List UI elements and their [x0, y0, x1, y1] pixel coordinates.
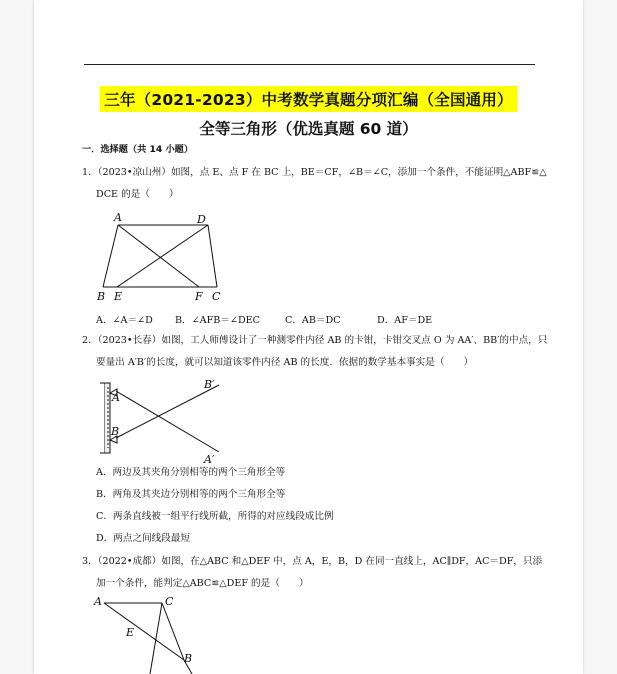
- q2-text-line2: 要量出 A′B′的长度，就可以知道该零件内径 AB 的长度．依据的数学基本事实是（ ）: [96, 357, 474, 368]
- q1-label-e: E: [114, 290, 123, 303]
- q2-option-c: C．两条直线被一组平行线所截，所得的对应线段成比例: [96, 511, 334, 522]
- page-title: 三年（2021-2023）中考数学真题分项汇编（全国通用）: [100, 86, 517, 112]
- q3-text-line1: 3．（2022•成都）如图，在△ABC 和△DEF 中，点 A，E，B，D 在同一直线上，AC∥DF，AC＝DF，只添: [82, 556, 543, 567]
- q3-text-line2: 加一个条件，能判定△ABC≌△DEF 的是（ ）: [96, 578, 309, 589]
- q2-option-b: B．两角及其夹边分别相等的两个三角形全等: [96, 489, 286, 500]
- q2-label-a-prime: A′: [204, 453, 215, 466]
- q1-option-a: A．∠A＝∠D: [96, 315, 153, 326]
- q1-option-d: D．AF＝DE: [377, 315, 433, 326]
- q3-label-e: E: [126, 626, 135, 639]
- q3-segment-ab: [104, 603, 184, 660]
- q1-label-b: B: [97, 290, 106, 303]
- q3-label-a: A: [94, 595, 102, 608]
- q3-label-b: B: [184, 652, 193, 665]
- q1-option-c: C．AB＝DC: [285, 315, 341, 326]
- q1-text-line2: DCE 的是（ ）: [96, 189, 179, 200]
- section-heading: 一．选择题（共 14 小题）: [82, 144, 194, 155]
- q3-label-c: C: [165, 595, 174, 608]
- document-page: [34, 0, 583, 674]
- q1-label-c: C: [212, 290, 221, 303]
- q3-segment-cb: [162, 603, 184, 660]
- q1-option-b: B．∠AFB＝∠DEC: [175, 315, 260, 326]
- q2-text-line1: 2．（2023•长春）如图，工人师傅设计了一种测零件内径 AB 的卡钳，卡钳交叉点 O 为 AA′、BB′的中点，只: [82, 335, 548, 346]
- page-subtitle: 全等三角形（优选真题 60 道）: [199, 120, 418, 138]
- q1-segment-ab: [103, 225, 118, 287]
- q3-segment-ce: [150, 603, 162, 674]
- q2-part-wall: [105, 383, 110, 453]
- q2-option-a: A．两边及其夹角分别相等的两个三角形全等: [96, 467, 286, 478]
- q2-part-outline: [100, 383, 105, 453]
- q2-label-b: B: [111, 425, 120, 438]
- q1-label-d: D: [197, 213, 206, 226]
- q2-option-d: D．两点之间线段最短: [96, 533, 191, 544]
- q1-label-a: A: [114, 211, 122, 224]
- q1-label-f: F: [195, 290, 203, 303]
- q2-caliper-arm-b: [116, 385, 219, 438]
- q2-label-a: A: [112, 391, 120, 404]
- q2-label-b-prime: B′: [204, 378, 215, 391]
- q1-segment-dc: [208, 225, 217, 287]
- q1-text-line1: 1．（2023•凉山州）如图，点 E、点 F 在 BC 上，BE＝CF，∠B＝∠C，添加一个条件，不能证明△ABF≌△: [82, 167, 547, 178]
- q2-caliper-arm-a: [116, 391, 219, 452]
